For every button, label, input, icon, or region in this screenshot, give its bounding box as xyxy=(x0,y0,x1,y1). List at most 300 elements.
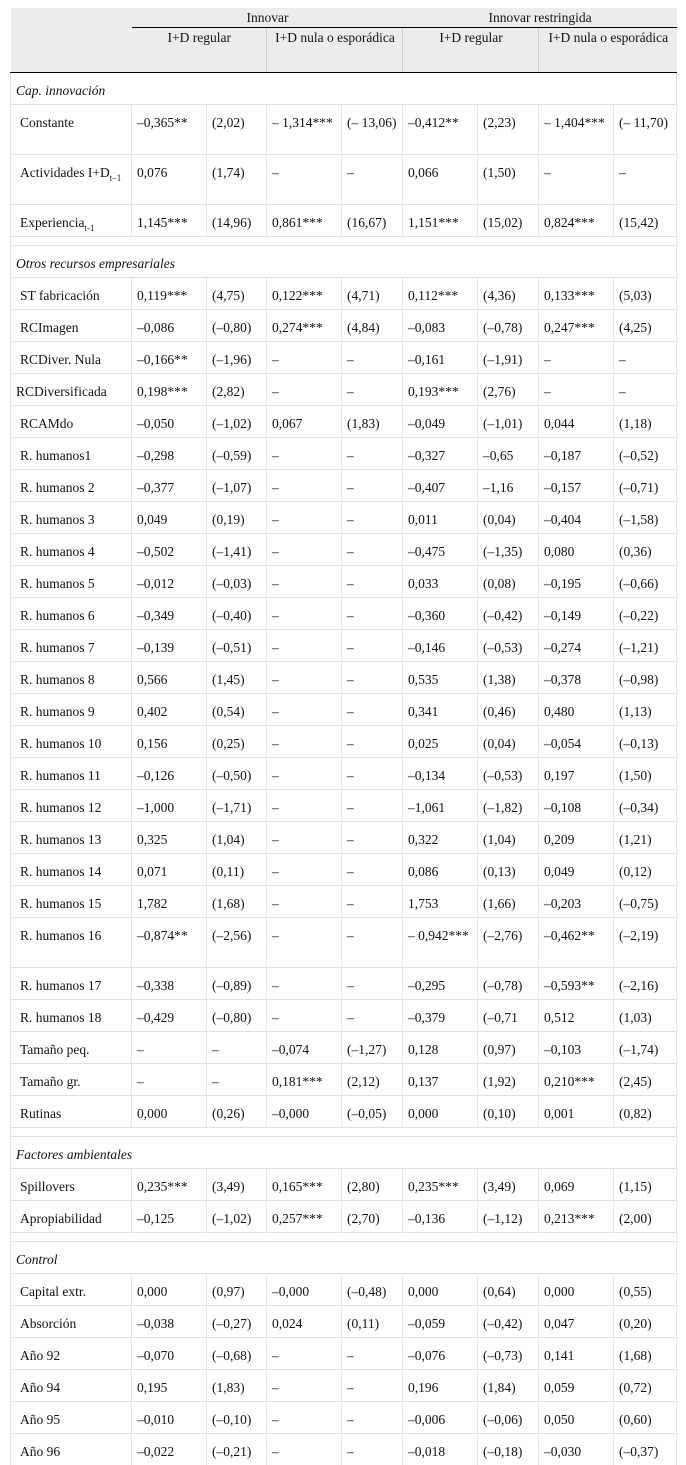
table-row xyxy=(11,205,677,237)
table-cell: (–1,74) xyxy=(614,1032,677,1064)
row-label-text: RCAMdo xyxy=(20,416,73,431)
row-label xyxy=(11,1402,132,1434)
table-cell: –0,404 xyxy=(539,502,614,534)
table-row xyxy=(11,534,677,566)
row-label-text: R. humanos 5 xyxy=(20,576,95,591)
header-row-groups xyxy=(11,8,677,28)
table-cell: (–1,02) xyxy=(207,406,267,438)
table-cell: – xyxy=(342,342,403,374)
table-cell: –1,061 xyxy=(403,790,478,822)
table-cell: (0,97) xyxy=(478,1032,539,1064)
table-cell: – xyxy=(342,502,403,534)
table-cell: 0,535 xyxy=(403,662,478,694)
table-cell: –0,050 xyxy=(132,406,207,438)
row-label-text: R. humanos 3 xyxy=(20,512,95,527)
table-cell: – xyxy=(267,1370,342,1402)
table-row xyxy=(11,1169,677,1201)
table-row xyxy=(11,598,677,630)
row-label-text: Año 95 xyxy=(20,1412,60,1427)
row-label-text: R. humanos 8 xyxy=(20,672,95,687)
table-cell: 0,059 xyxy=(539,1370,614,1402)
table-cell: –0,274 xyxy=(539,630,614,662)
table-cell: (0,04) xyxy=(478,726,539,758)
row-label-subscript: t-1 xyxy=(84,223,94,233)
table-cell: – xyxy=(267,790,342,822)
header-group-innovar-restringida: Innovar restringida xyxy=(403,8,677,28)
table-cell: (4,36) xyxy=(478,278,539,310)
table-cell: – xyxy=(267,470,342,502)
table-cell: – xyxy=(342,155,403,205)
table-cell: –0,022 xyxy=(132,1434,207,1465)
table-cell: (1,13) xyxy=(614,694,677,726)
header-group-innovar: Innovar xyxy=(132,8,403,28)
table-cell: (0,20) xyxy=(614,1306,677,1338)
table-cell: 0,024 xyxy=(267,1306,342,1338)
table-cell: – xyxy=(267,502,342,534)
spacer-cell xyxy=(11,1128,677,1137)
table-cell: 0,197 xyxy=(539,758,614,790)
row-label xyxy=(11,470,132,502)
table-cell: (–0,21) xyxy=(207,1434,267,1465)
table-cell: –0,349 xyxy=(132,598,207,630)
table-cell: (2,76) xyxy=(478,374,539,406)
table-row xyxy=(11,105,677,155)
table-cell: (2,23) xyxy=(478,105,539,155)
table-cell: –0,010 xyxy=(132,1402,207,1434)
table-cell: –0,146 xyxy=(403,630,478,662)
table-cell: 0,000 xyxy=(539,1274,614,1306)
table-cell: 0,000 xyxy=(132,1274,207,1306)
table-cell: (–0,78) xyxy=(478,310,539,342)
table-cell: (0,64) xyxy=(478,1274,539,1306)
table-cell: (– 13,06) xyxy=(342,105,403,155)
table-cell: (1,04) xyxy=(207,822,267,854)
table-cell: –0,157 xyxy=(539,470,614,502)
table-row xyxy=(11,1096,677,1128)
table-cell: 1,151*** xyxy=(403,205,478,237)
table-row xyxy=(11,886,677,918)
table-cell: (–0,71) xyxy=(614,470,677,502)
row-label-text: Año 96 xyxy=(20,1444,60,1459)
table-cell: – xyxy=(342,968,403,1000)
table-cell: (4,71) xyxy=(342,278,403,310)
table-cell: (–1,02) xyxy=(207,1201,267,1233)
row-label xyxy=(11,1169,132,1201)
row-label-text: Absorción xyxy=(20,1316,76,1331)
table-cell: –0,166** xyxy=(132,342,207,374)
table-cell: –0,018 xyxy=(403,1434,478,1465)
row-label xyxy=(11,155,132,205)
row-label xyxy=(11,598,132,630)
row-label xyxy=(11,1201,132,1233)
table-cell: – xyxy=(267,534,342,566)
table-cell: – xyxy=(342,854,403,886)
table-cell: (0,60) xyxy=(614,1402,677,1434)
row-label-text: R. humanos 16 xyxy=(20,928,101,943)
table-row xyxy=(11,662,677,694)
table-cell: –0,038 xyxy=(132,1306,207,1338)
table-cell: (1,45) xyxy=(207,662,267,694)
row-label-text: Constante xyxy=(20,115,74,130)
table-cell: (–0,71 xyxy=(478,1000,539,1032)
table-cell: (0,26) xyxy=(207,1096,267,1128)
table-row xyxy=(11,310,677,342)
table-row xyxy=(11,342,677,374)
row-label-text: Actividades I+D xyxy=(20,165,110,180)
table-cell: (–0,53) xyxy=(478,630,539,662)
table-row xyxy=(11,1064,677,1096)
table-cell: –0,136 xyxy=(403,1201,478,1233)
table-cell: – xyxy=(614,374,677,406)
table-cell: (–0,27) xyxy=(207,1306,267,1338)
row-label xyxy=(11,758,132,790)
row-label-text: R. humanos 2 xyxy=(20,480,95,495)
row-label xyxy=(11,822,132,854)
table-cell: 0,076 xyxy=(132,155,207,205)
row-label-text: Capital extr. xyxy=(20,1284,86,1299)
table-cell: (– 11,70) xyxy=(614,105,677,155)
table-row xyxy=(11,406,677,438)
row-label xyxy=(11,1338,132,1370)
row-label xyxy=(11,854,132,886)
table-cell: (–2,16) xyxy=(614,968,677,1000)
table-cell: 0,213*** xyxy=(539,1201,614,1233)
table-cell: (–0,80) xyxy=(207,1000,267,1032)
table-cell: (1,66) xyxy=(478,886,539,918)
table-cell: (4,75) xyxy=(207,278,267,310)
table-cell: – xyxy=(267,566,342,598)
table-cell: (1,83) xyxy=(342,406,403,438)
header-empty-cell-2 xyxy=(11,28,132,73)
table-cell: (–1,07) xyxy=(207,470,267,502)
table-cell: 0,235*** xyxy=(132,1169,207,1201)
row-label xyxy=(11,1434,132,1465)
table-cell: (1,84) xyxy=(478,1370,539,1402)
table-cell: –0,108 xyxy=(539,790,614,822)
table-cell: 0,193*** xyxy=(403,374,478,406)
table-cell: – xyxy=(267,918,342,968)
header-empty-cell xyxy=(11,8,132,28)
table-row xyxy=(11,790,677,822)
table-cell: 0,341 xyxy=(403,694,478,726)
table-cell: – xyxy=(342,918,403,968)
table-cell: – xyxy=(342,790,403,822)
table-cell: – xyxy=(614,155,677,205)
table-cell: –0,378 xyxy=(539,662,614,694)
row-label-text: Experiencia xyxy=(20,215,84,230)
section-spacer xyxy=(11,1128,677,1137)
table-cell: – xyxy=(539,374,614,406)
row-label xyxy=(11,1274,132,1306)
table-cell: (2,45) xyxy=(614,1064,677,1096)
row-label xyxy=(11,694,132,726)
table-cell: –0,412** xyxy=(403,105,478,155)
table-cell: (–1,58) xyxy=(614,502,677,534)
table-row xyxy=(11,1274,677,1306)
row-label-text: R. humanos 13 xyxy=(20,832,101,847)
row-label-text: Spillovers xyxy=(20,1179,75,1194)
table-cell: – xyxy=(342,822,403,854)
row-label xyxy=(11,1032,132,1064)
table-cell: – xyxy=(342,726,403,758)
row-label xyxy=(11,105,132,155)
table-cell: (–0,73) xyxy=(478,1338,539,1370)
table-cell: (1,03) xyxy=(614,1000,677,1032)
table-cell: – 1,314*** xyxy=(267,105,342,155)
table-cell: –0,054 xyxy=(539,726,614,758)
regression-table-container xyxy=(10,8,676,1465)
table-cell: (–2,19) xyxy=(614,918,677,968)
row-label-text: Rutinas xyxy=(20,1106,61,1121)
table-row xyxy=(11,502,677,534)
table-cell: –0,125 xyxy=(132,1201,207,1233)
table-cell: –0,076 xyxy=(403,1338,478,1370)
table-cell: (0,11) xyxy=(342,1306,403,1338)
table-cell: 0,025 xyxy=(403,726,478,758)
table-cell: –0,195 xyxy=(539,566,614,598)
table-cell: (0,08) xyxy=(478,566,539,598)
table-cell: (–0,66) xyxy=(614,566,677,598)
table-cell: (–1,27) xyxy=(342,1032,403,1064)
table-row xyxy=(11,822,677,854)
row-label xyxy=(11,342,132,374)
table-cell: –0,139 xyxy=(132,630,207,662)
table-cell: (–0,68) xyxy=(207,1338,267,1370)
row-label xyxy=(11,278,132,310)
table-cell: –0,429 xyxy=(132,1000,207,1032)
row-label-text: Tamaño gr. xyxy=(20,1074,81,1089)
table-cell: (1,50) xyxy=(614,758,677,790)
section-spacer xyxy=(11,1233,677,1242)
table-cell: (–0,42) xyxy=(478,598,539,630)
section-title: Cap. innovación xyxy=(11,73,677,105)
table-cell: – xyxy=(342,1402,403,1434)
table-cell: (0,54) xyxy=(207,694,267,726)
row-label xyxy=(11,310,132,342)
row-label-text: RCDiver. Nula xyxy=(20,352,101,367)
table-cell: –0,187 xyxy=(539,438,614,470)
table-cell: 0,112*** xyxy=(403,278,478,310)
table-cell: 0,011 xyxy=(403,502,478,534)
table-cell: –0,126 xyxy=(132,758,207,790)
table-cell: (1,38) xyxy=(478,662,539,694)
table-cell: (–0,89) xyxy=(207,968,267,1000)
section-spacer xyxy=(11,237,677,246)
row-label xyxy=(11,502,132,534)
table-cell: 0,066 xyxy=(403,155,478,205)
section-header-row xyxy=(11,1242,677,1274)
table-cell: 0,402 xyxy=(132,694,207,726)
table-cell: (1,68) xyxy=(614,1338,677,1370)
table-cell: –0,462** xyxy=(539,918,614,968)
table-cell: –0,203 xyxy=(539,886,614,918)
table-cell: –0,379 xyxy=(403,1000,478,1032)
table-row xyxy=(11,1434,677,1465)
table-cell: 0,128 xyxy=(403,1032,478,1064)
row-label xyxy=(11,886,132,918)
table-cell: – xyxy=(539,155,614,205)
table-cell: – xyxy=(342,758,403,790)
row-label-text: Apropiabilidad xyxy=(20,1211,102,1226)
row-label-text: RCDiversificada xyxy=(16,384,107,399)
table-cell: (5,03) xyxy=(614,278,677,310)
table-cell: (–0,22) xyxy=(614,598,677,630)
table-cell: (0,10) xyxy=(478,1096,539,1128)
table-cell: (0,72) xyxy=(614,1370,677,1402)
table-cell: –0,338 xyxy=(132,968,207,1000)
table-cell: (0,55) xyxy=(614,1274,677,1306)
table-cell: 0,156 xyxy=(132,726,207,758)
spacer-cell xyxy=(11,1233,677,1242)
table-cell: – xyxy=(267,968,342,1000)
row-label-text: RCImagen xyxy=(20,320,79,335)
table-cell: (–0,34) xyxy=(614,790,677,822)
row-label-text: R. humanos 11 xyxy=(20,768,101,783)
table-cell: –0,593** xyxy=(539,968,614,1000)
table-row xyxy=(11,918,677,968)
table-cell: (–1,35) xyxy=(478,534,539,566)
regression-table xyxy=(10,8,677,1465)
table-cell: – xyxy=(267,374,342,406)
table-cell: – xyxy=(267,438,342,470)
table-row xyxy=(11,438,677,470)
table-cell: (–0,03) xyxy=(207,566,267,598)
table-row xyxy=(11,470,677,502)
table-cell: (14,96) xyxy=(207,205,267,237)
table-cell: 0,033 xyxy=(403,566,478,598)
table-cell: 0,257*** xyxy=(267,1201,342,1233)
table-cell: (1,21) xyxy=(614,822,677,854)
table-cell: 0,000 xyxy=(403,1274,478,1306)
table-cell: –0,407 xyxy=(403,470,478,502)
table-cell: – xyxy=(267,854,342,886)
table-cell: (–0,05) xyxy=(342,1096,403,1128)
table-cell: –0,006 xyxy=(403,1402,478,1434)
table-cell: – xyxy=(132,1032,207,1064)
table-cell: – xyxy=(342,630,403,662)
table-cell: –0,074 xyxy=(267,1032,342,1064)
table-cell: (1,15) xyxy=(614,1169,677,1201)
header-sub-id-nula-2: I+D nula o esporádica xyxy=(539,28,677,73)
table-cell: – xyxy=(342,566,403,598)
table-cell: 0,001 xyxy=(539,1096,614,1128)
table-cell: 0,080 xyxy=(539,534,614,566)
table-cell: –0,365** xyxy=(132,105,207,155)
table-cell: 0,235*** xyxy=(403,1169,478,1201)
table-cell: –0,134 xyxy=(403,758,478,790)
table-cell: – xyxy=(267,1338,342,1370)
row-label-text: R. humanos 10 xyxy=(20,736,101,751)
row-label xyxy=(11,1370,132,1402)
table-cell: (4,84) xyxy=(342,310,403,342)
table-cell: (0,12) xyxy=(614,854,677,886)
table-cell: (1,74) xyxy=(207,155,267,205)
row-label xyxy=(11,374,132,406)
row-label-text: ST fabricación xyxy=(20,288,100,303)
table-cell: (–0,51) xyxy=(207,630,267,662)
table-cell: (–0,13) xyxy=(614,726,677,758)
table-cell: (4,25) xyxy=(614,310,677,342)
table-cell: (–1,01) xyxy=(478,406,539,438)
table-cell: – xyxy=(342,1338,403,1370)
row-label xyxy=(11,968,132,1000)
table-cell: –0,149 xyxy=(539,598,614,630)
table-row xyxy=(11,758,677,790)
table-cell: –0,059 xyxy=(403,1306,478,1338)
table-cell: (15,02) xyxy=(478,205,539,237)
table-row xyxy=(11,278,677,310)
table-cell: (–1,41) xyxy=(207,534,267,566)
row-label-text: R. humanos 7 xyxy=(20,640,95,655)
table-row xyxy=(11,1032,677,1064)
table-row xyxy=(11,1306,677,1338)
table-cell: (–0,98) xyxy=(614,662,677,694)
header-sub-id-regular-1: I+D regular xyxy=(132,28,267,73)
table-cell: –0,475 xyxy=(403,534,478,566)
table-cell: – xyxy=(342,1370,403,1402)
table-cell: (–0,18) xyxy=(478,1434,539,1465)
table-cell: –0,012 xyxy=(132,566,207,598)
table-cell: – xyxy=(267,342,342,374)
table-cell: – xyxy=(342,598,403,630)
table-cell: – xyxy=(267,630,342,662)
table-row xyxy=(11,630,677,662)
table-cell: 0,209 xyxy=(539,822,614,854)
table-cell: 0,047 xyxy=(539,1306,614,1338)
table-cell: (16,67) xyxy=(342,205,403,237)
table-cell: (3,49) xyxy=(207,1169,267,1201)
table-cell: –0,874** xyxy=(132,918,207,968)
table-row xyxy=(11,1000,677,1032)
table-cell: (–0,42) xyxy=(478,1306,539,1338)
table-cell: (–0,78) xyxy=(478,968,539,1000)
table-cell: (1,92) xyxy=(478,1064,539,1096)
table-cell: 0,247*** xyxy=(539,310,614,342)
table-cell: –0,502 xyxy=(132,534,207,566)
table-cell: – xyxy=(342,662,403,694)
table-cell: 0,049 xyxy=(539,854,614,886)
table-cell: (2,70) xyxy=(342,1201,403,1233)
table-cell: (–2,76) xyxy=(478,918,539,968)
table-cell: – xyxy=(267,155,342,205)
row-label-text: R. humanos 14 xyxy=(20,864,101,879)
row-label-text: Tamaño peq. xyxy=(20,1042,90,1057)
table-cell: 0,050 xyxy=(539,1402,614,1434)
table-cell: 0,196 xyxy=(403,1370,478,1402)
table-cell: (0,19) xyxy=(207,502,267,534)
table-cell: – xyxy=(207,1032,267,1064)
table-cell: (–0,10) xyxy=(207,1402,267,1434)
table-row xyxy=(11,1402,677,1434)
row-label-text: R. humanos 17 xyxy=(20,978,101,993)
table-cell: (15,42) xyxy=(614,205,677,237)
table-cell: (2,02) xyxy=(207,105,267,155)
table-cell: (2,80) xyxy=(342,1169,403,1201)
table-cell: – xyxy=(267,662,342,694)
table-cell: (0,11) xyxy=(207,854,267,886)
table-cell: 0,049 xyxy=(132,502,207,534)
table-cell: –0,298 xyxy=(132,438,207,470)
table-cell: – 1,404*** xyxy=(539,105,614,155)
table-cell: – xyxy=(342,438,403,470)
table-row xyxy=(11,726,677,758)
table-cell: (–0,80) xyxy=(207,310,267,342)
table-row xyxy=(11,566,677,598)
section-header-row xyxy=(11,246,677,278)
row-label-text: R. humanos 15 xyxy=(20,896,101,911)
section-title: Otros recursos empresariales xyxy=(11,246,677,278)
table-cell: (–0,40) xyxy=(207,598,267,630)
